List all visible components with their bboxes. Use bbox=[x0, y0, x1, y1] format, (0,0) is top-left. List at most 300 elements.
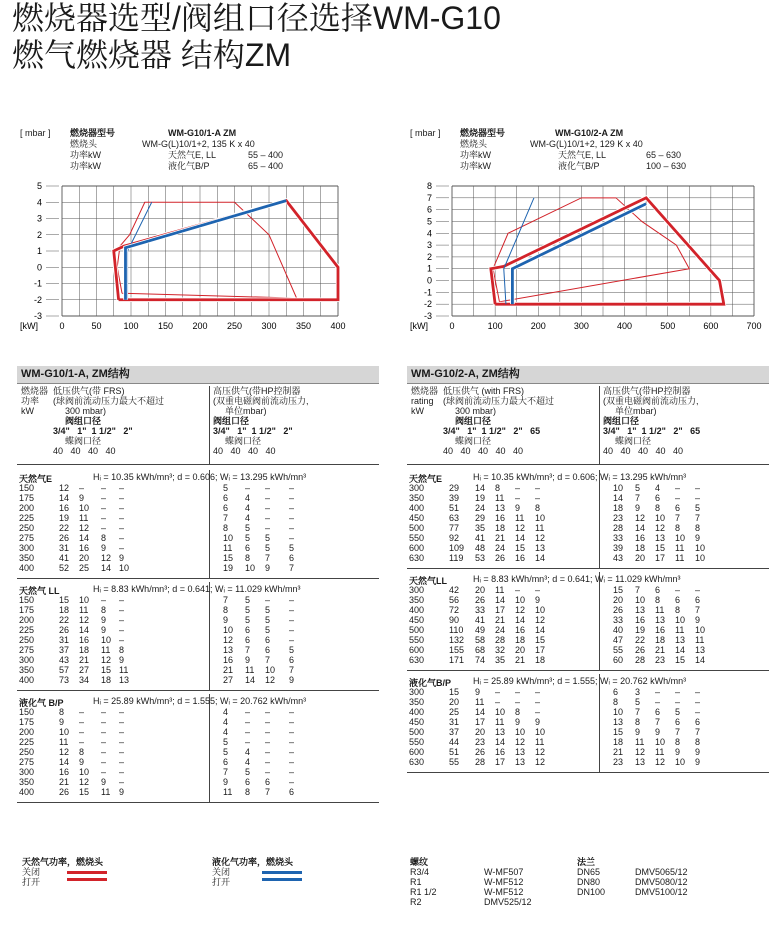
table-cell: 6 bbox=[245, 777, 251, 787]
valve-label: 阀组口径 bbox=[603, 416, 640, 426]
table-cell: 32 bbox=[495, 645, 506, 655]
table-cell: 14 bbox=[245, 675, 256, 685]
table-cell: 450 bbox=[409, 615, 425, 625]
table-cell: – bbox=[119, 757, 125, 767]
table-cell: 26 bbox=[495, 553, 506, 563]
table-cell: 18 bbox=[655, 635, 666, 645]
table-cell: 5 bbox=[635, 697, 641, 707]
table-cell: – bbox=[101, 707, 107, 717]
table-cell: – bbox=[535, 585, 541, 595]
list-item-value: W-MF512 bbox=[484, 877, 524, 887]
list-item bbox=[410, 877, 560, 887]
table-cell: 17 bbox=[495, 605, 506, 615]
hdr-range: 55 – 400 bbox=[248, 150, 284, 160]
table-cell: – bbox=[289, 757, 295, 767]
table-cell: 10 bbox=[695, 543, 706, 553]
list-item-code: DN65 bbox=[577, 867, 601, 877]
butterfly-values: 40 40 40 40 bbox=[53, 446, 116, 456]
table-cell: 12 bbox=[655, 757, 666, 767]
table-cell: 200 bbox=[19, 727, 35, 737]
butterfly-label: 蝶阀口径 bbox=[225, 436, 262, 446]
hdr-line: 高压供气(带HP控制器 bbox=[213, 386, 301, 396]
x-axis-unit: [kW] bbox=[410, 321, 428, 331]
table-cell: 10 bbox=[655, 513, 666, 523]
table-cell: – bbox=[265, 523, 271, 533]
table-cell: 8 bbox=[655, 595, 661, 605]
col-burner-line: kW bbox=[411, 406, 424, 416]
table-cell: 200 bbox=[19, 503, 35, 513]
table-cell: 9 bbox=[119, 655, 125, 665]
table-cell: 21 bbox=[79, 655, 90, 665]
table-cell: 175 bbox=[19, 493, 35, 503]
chart-panel-1 bbox=[0, 118, 380, 343]
table-cell: 6 bbox=[655, 585, 661, 595]
table-cell: 11 bbox=[59, 737, 69, 747]
list-item-code: R2 bbox=[410, 897, 422, 907]
hdr-label-power: 功率kW bbox=[460, 150, 491, 160]
table-cell: 12 bbox=[635, 513, 646, 523]
table-cell: 13 bbox=[495, 503, 506, 513]
col-burner-line: 燃烧器 bbox=[21, 386, 49, 396]
table-cell: – bbox=[119, 493, 125, 503]
valve-label: 阀组口径 bbox=[455, 416, 492, 426]
y-tick-label: 0 bbox=[36, 262, 42, 273]
table-cell: 14 bbox=[59, 493, 70, 503]
col-burner bbox=[21, 386, 48, 416]
table-cell: 14 bbox=[535, 625, 546, 635]
table-cell: 26 bbox=[59, 787, 70, 797]
y-axis-unit: [ mbar ] bbox=[410, 128, 441, 138]
table-cell: – bbox=[245, 707, 251, 717]
table-cell: 47 bbox=[613, 635, 624, 645]
legend-lpg-open-label: 打开 bbox=[212, 877, 231, 887]
table-cell: 11 bbox=[495, 493, 505, 503]
gas-group bbox=[17, 694, 379, 803]
table-cell: 275 bbox=[19, 645, 35, 655]
table-cell: 7 bbox=[655, 717, 661, 727]
table-cell: 19 bbox=[59, 513, 70, 523]
table-cell: 9 bbox=[675, 747, 681, 757]
hdr-range: 65 – 400 bbox=[248, 161, 284, 171]
col-burner-line: rating bbox=[411, 396, 434, 406]
hdr-label-model: 燃烧器型号 bbox=[70, 128, 116, 138]
table-cell: 10 bbox=[535, 513, 546, 523]
table-cell: 155 bbox=[449, 645, 465, 655]
table-cell: 300 bbox=[19, 767, 35, 777]
table-cell: 11 bbox=[245, 665, 255, 675]
y-tick-label: 7 bbox=[426, 192, 432, 203]
hdr-model: WM-G10/2-A ZM bbox=[555, 128, 624, 138]
valve-sizes: 3/4" 1" 1 1/2" 2" bbox=[53, 426, 133, 436]
table-section-1 bbox=[17, 366, 379, 816]
y-tick-label: 4 bbox=[36, 197, 42, 208]
table-cell: 9 bbox=[475, 687, 481, 697]
table-cell: 51 bbox=[449, 503, 460, 513]
table-cell: 4 bbox=[223, 727, 229, 737]
table-cell: 350 bbox=[409, 595, 425, 605]
table-cell: 5 bbox=[289, 645, 295, 655]
table-cell: 6 bbox=[675, 595, 681, 605]
table-cell: 5 bbox=[265, 625, 271, 635]
x-tick-label: 300 bbox=[261, 321, 277, 331]
table-cell: 7 bbox=[695, 727, 701, 737]
legend-lpg-closed-label: 关闭 bbox=[212, 867, 231, 877]
table-cell: 6 bbox=[265, 777, 271, 787]
table-header bbox=[17, 386, 379, 465]
y-tick-label: 0 bbox=[426, 275, 432, 286]
table-cell: 12 bbox=[535, 757, 546, 767]
table-cell: – bbox=[655, 697, 661, 707]
table-cell: 73 bbox=[59, 675, 70, 685]
table-cell: 500 bbox=[409, 727, 425, 737]
table-cell: 6 bbox=[289, 553, 295, 563]
table-cell: 13 bbox=[635, 757, 646, 767]
list-item bbox=[410, 867, 560, 877]
y-tick-label: 3 bbox=[36, 213, 42, 224]
y-tick-label: -2 bbox=[423, 299, 432, 310]
table-cell: 630 bbox=[409, 757, 425, 767]
table-cell: 9 bbox=[635, 503, 641, 513]
table-cell: 15 bbox=[655, 543, 666, 553]
table-cell: – bbox=[675, 697, 681, 707]
table-cell: 9 bbox=[101, 543, 107, 553]
table-cell: 8 bbox=[675, 737, 681, 747]
x-tick-label: 500 bbox=[660, 321, 676, 331]
table-cell: 16 bbox=[79, 635, 90, 645]
table-cell: 68 bbox=[475, 645, 486, 655]
y-tick-label: -1 bbox=[423, 287, 432, 298]
gas-name: 天然气E bbox=[19, 474, 53, 484]
table-cell: 5 bbox=[265, 533, 271, 543]
table-cell: – bbox=[101, 523, 107, 533]
table-cell: 25 bbox=[449, 707, 460, 717]
table-cell: 58 bbox=[475, 635, 486, 645]
table-cell: – bbox=[535, 707, 541, 717]
table-cell: – bbox=[289, 615, 295, 625]
table-cell: 7 bbox=[223, 767, 229, 777]
table-cell: 24 bbox=[495, 543, 506, 553]
col-burner-line: 功率 bbox=[21, 396, 40, 406]
table-cell: 10 bbox=[245, 563, 256, 573]
table-cell: 225 bbox=[19, 737, 35, 747]
table-cell: 9 bbox=[119, 787, 125, 797]
table-cell: – bbox=[265, 483, 271, 493]
table-cell: 7 bbox=[265, 553, 271, 563]
table-cell: 600 bbox=[409, 543, 425, 553]
table-cell: 11 bbox=[695, 635, 705, 645]
table-cell: 26 bbox=[475, 595, 486, 605]
table-cell: 25 bbox=[79, 563, 90, 573]
table-cell: 4 bbox=[245, 493, 251, 503]
table-cell: 16 bbox=[223, 655, 234, 665]
table-cell: 6 bbox=[223, 493, 229, 503]
table-cell: 7 bbox=[265, 655, 271, 665]
table-cell: 6 bbox=[289, 787, 295, 797]
table-cell: 9 bbox=[101, 625, 107, 635]
table-cell: 300 bbox=[19, 543, 35, 553]
table-header bbox=[407, 386, 769, 465]
table-cell: 9 bbox=[515, 503, 521, 513]
table-cell: 12 bbox=[79, 523, 90, 533]
table-cell: – bbox=[101, 493, 107, 503]
table-cell: 22 bbox=[59, 615, 70, 625]
table-cell: 11 bbox=[515, 513, 525, 523]
chart-2-svg bbox=[390, 118, 778, 343]
table-cell: 175 bbox=[19, 717, 35, 727]
list-item-value: DMV5100/12 bbox=[635, 887, 688, 897]
table-cell: 7 bbox=[695, 513, 701, 523]
butterfly-label: 蝶阀口径 bbox=[455, 436, 492, 446]
hdr-line: 高压供气(带HP控制器 bbox=[603, 386, 691, 396]
list-item bbox=[577, 887, 727, 897]
table-cell: – bbox=[119, 767, 125, 777]
table-cell: 23 bbox=[655, 655, 666, 665]
table-cell: 110 bbox=[449, 625, 464, 635]
table-cell: 14 bbox=[495, 737, 506, 747]
table-cell: 9 bbox=[59, 717, 65, 727]
table-cell: 14 bbox=[515, 533, 526, 543]
table-cell: 15 bbox=[613, 585, 624, 595]
table-cell: 18 bbox=[79, 645, 90, 655]
table-cell: 9 bbox=[289, 675, 295, 685]
gas-name: 天然气LL bbox=[409, 576, 447, 586]
table-cell: 8 bbox=[635, 717, 641, 727]
table-cell: 13 bbox=[515, 757, 526, 767]
table-cell: – bbox=[289, 483, 295, 493]
table-cell: – bbox=[119, 483, 125, 493]
table-cell: 43 bbox=[613, 553, 624, 563]
table-cell: – bbox=[515, 585, 521, 595]
hdr-line: (球阀前流动压力最大不超过 bbox=[53, 396, 164, 406]
table-cell: – bbox=[495, 697, 501, 707]
y-tick-label: -1 bbox=[33, 278, 42, 289]
x-tick-label: 700 bbox=[746, 321, 762, 331]
table-cell: 28 bbox=[495, 635, 506, 645]
table-cell: 14 bbox=[59, 757, 70, 767]
list-item bbox=[577, 877, 727, 887]
table-cell: 31 bbox=[449, 717, 460, 727]
table-cell: – bbox=[101, 737, 107, 747]
table-cell: 37 bbox=[59, 645, 70, 655]
table-cell: – bbox=[119, 543, 125, 553]
page-title bbox=[12, 0, 501, 74]
table-cell: – bbox=[265, 513, 271, 523]
table-cell: 10 bbox=[223, 625, 234, 635]
x-tick-label: 200 bbox=[530, 321, 546, 331]
low-pressure bbox=[443, 386, 554, 456]
table-cell: 8 bbox=[79, 747, 85, 757]
table-cell: 5 bbox=[245, 533, 251, 543]
table-cell: 10 bbox=[515, 727, 526, 737]
legend-ng-open-swatch bbox=[67, 878, 107, 881]
table-cell: – bbox=[695, 707, 701, 717]
table-cell: 14 bbox=[475, 707, 486, 717]
low-pressure bbox=[53, 386, 164, 456]
table-cell: 9 bbox=[655, 727, 661, 737]
gas-formula: Hᵢ = 8.83 kWh/mn³; d = 0.641; Wᵢ = 11.029 kWh/mn³ bbox=[93, 584, 301, 594]
table-cell: 10 bbox=[79, 503, 90, 513]
table-cell: 9 bbox=[635, 727, 641, 737]
table-cell: – bbox=[265, 737, 271, 747]
table-cell: 20 bbox=[475, 727, 486, 737]
table-cell: 11 bbox=[223, 543, 233, 553]
table-cell: 250 bbox=[19, 635, 35, 645]
table-cell: – bbox=[289, 717, 295, 727]
table-cell: – bbox=[289, 625, 295, 635]
table-cell: 5 bbox=[245, 767, 251, 777]
valve-label: 阀组口径 bbox=[65, 416, 102, 426]
gas-formula: Hᵢ = 25.89 kWh/mn³; d = 1.555; Wᵢ = 20.762 kWh/mn³ bbox=[473, 676, 687, 686]
table-cell: 400 bbox=[409, 707, 425, 717]
table-cell: – bbox=[119, 727, 125, 737]
hdr-line: 单位mbar) bbox=[615, 406, 657, 416]
table-cell: – bbox=[119, 777, 125, 787]
table-cell: 10 bbox=[79, 767, 90, 777]
gas-name: 天然气E bbox=[409, 474, 443, 484]
table-cell: – bbox=[101, 727, 107, 737]
series-line-closed bbox=[504, 198, 534, 304]
table-cell: 12 bbox=[515, 605, 526, 615]
table-cell: 7 bbox=[223, 595, 229, 605]
table-cell: 14 bbox=[613, 493, 624, 503]
y-tick-label: 5 bbox=[426, 216, 432, 227]
table-cell: 8 bbox=[245, 787, 251, 797]
table-cell: – bbox=[265, 493, 271, 503]
table-cell: 18 bbox=[613, 737, 624, 747]
table-cell: 18 bbox=[515, 635, 526, 645]
table-cell: – bbox=[119, 635, 125, 645]
table-cell: 12 bbox=[535, 747, 546, 757]
table-cell: 7 bbox=[635, 707, 641, 717]
legend-lpg bbox=[212, 857, 392, 893]
table-cell: 10 bbox=[495, 707, 506, 717]
table-cell: 27 bbox=[223, 675, 234, 685]
list-item-value: DMV5080/12 bbox=[635, 877, 688, 887]
table-cell: 11 bbox=[223, 787, 233, 797]
table-cell: 28 bbox=[613, 523, 624, 533]
table-cell: – bbox=[101, 513, 107, 523]
table-section-2 bbox=[407, 366, 769, 816]
header-divider bbox=[209, 386, 210, 464]
table-cell: 18 bbox=[101, 675, 112, 685]
gas-group bbox=[17, 582, 379, 691]
table-cell: 5 bbox=[265, 615, 271, 625]
list-item-value: W-MF507 bbox=[484, 867, 524, 877]
table-cell: – bbox=[119, 513, 125, 523]
table-cell: 119 bbox=[449, 553, 464, 563]
table-cell: 5 bbox=[223, 737, 229, 747]
hdr-line: 低压供气(带 FRS) bbox=[53, 386, 125, 396]
table-cell: 9 bbox=[695, 757, 701, 767]
table-cell: 9 bbox=[101, 615, 107, 625]
table-cell: 5 bbox=[223, 483, 229, 493]
table-cell: 10 bbox=[265, 665, 276, 675]
table-cell: 16 bbox=[655, 625, 666, 635]
table-cell: 13 bbox=[119, 675, 130, 685]
chart-1-svg bbox=[0, 118, 380, 343]
table-cell: 31 bbox=[59, 635, 70, 645]
table-cell: 41 bbox=[475, 615, 486, 625]
table-cell: 12 bbox=[265, 675, 276, 685]
table-cell: – bbox=[101, 595, 107, 605]
table-cell: 10 bbox=[655, 737, 666, 747]
table-cell: 8 bbox=[223, 523, 229, 533]
table-cell: 5 bbox=[675, 707, 681, 717]
valve-sizes: 3/4" 1" 1 1/2" 2" 65 bbox=[443, 426, 541, 436]
table-cell: 15 bbox=[101, 665, 112, 675]
table-cell: 26 bbox=[59, 533, 70, 543]
table-cell: 19 bbox=[223, 563, 234, 573]
table-cell: 6 bbox=[265, 645, 271, 655]
butterfly-values: 40 40 40 40 bbox=[213, 446, 276, 456]
table-cell: – bbox=[119, 595, 125, 605]
series-line-open bbox=[125, 201, 286, 300]
table-cell: – bbox=[675, 483, 681, 493]
legend-natural-gas bbox=[22, 857, 202, 893]
table-cell: 225 bbox=[19, 625, 35, 635]
x-tick-label: 100 bbox=[487, 321, 503, 331]
table-cell: 7 bbox=[223, 513, 229, 523]
table-cell: 10 bbox=[535, 605, 546, 615]
table-cell: 9 bbox=[245, 655, 251, 665]
table-cell: 18 bbox=[535, 655, 546, 665]
table-cell: 7 bbox=[675, 727, 681, 737]
table-cell: 5 bbox=[265, 605, 271, 615]
table-cell: – bbox=[289, 523, 295, 533]
table-cell: 15 bbox=[79, 787, 90, 797]
table-cell: 40 bbox=[613, 625, 624, 635]
table-cell: – bbox=[675, 687, 681, 697]
table-cell: 16 bbox=[59, 503, 70, 513]
hdr-line: 低压供气 (with FRS) bbox=[443, 386, 525, 396]
table-cell: – bbox=[265, 747, 271, 757]
table-cell: 5 bbox=[289, 543, 295, 553]
table-cell: – bbox=[289, 503, 295, 513]
gas-formula: Hᵢ = 10.35 kWh/mn³; d = 0.606; Wᵢ = 13.295 kWh/mn³ bbox=[473, 472, 687, 482]
legend-lpg-title: 液化气功率，燃烧头 bbox=[212, 857, 294, 867]
table-cell: 27 bbox=[79, 665, 90, 675]
table-cell: – bbox=[675, 585, 681, 595]
table-cell: 5 bbox=[265, 543, 271, 553]
table-cell: 14 bbox=[675, 645, 686, 655]
table-cell: 18 bbox=[495, 523, 506, 533]
table-cell: 5 bbox=[245, 615, 251, 625]
table-cell: – bbox=[515, 493, 521, 503]
table-cell: 8 bbox=[675, 523, 681, 533]
table-cell: 10 bbox=[613, 707, 624, 717]
threads-list bbox=[410, 857, 560, 917]
table-cell: 9 bbox=[79, 757, 85, 767]
table-cell: 13 bbox=[675, 635, 686, 645]
series-halo bbox=[114, 201, 338, 300]
table-cell: 10 bbox=[59, 727, 70, 737]
table-cell: 14 bbox=[695, 655, 706, 665]
table-cell: – bbox=[245, 737, 251, 747]
table-cell: 9 bbox=[695, 615, 701, 625]
chart-grid bbox=[62, 186, 338, 316]
table-cell: 51 bbox=[449, 747, 460, 757]
table-cell: 3 bbox=[635, 687, 641, 697]
table-cell: – bbox=[535, 493, 541, 503]
table-cell: 450 bbox=[409, 513, 425, 523]
table-cell: 7 bbox=[289, 563, 295, 573]
table-cell: 39 bbox=[449, 493, 460, 503]
butterfly-label: 蝶阀口径 bbox=[615, 436, 652, 446]
table-cell: – bbox=[119, 533, 125, 543]
table-cell: 400 bbox=[409, 503, 425, 513]
table-cell: 6 bbox=[245, 635, 251, 645]
table-cell: – bbox=[289, 747, 295, 757]
